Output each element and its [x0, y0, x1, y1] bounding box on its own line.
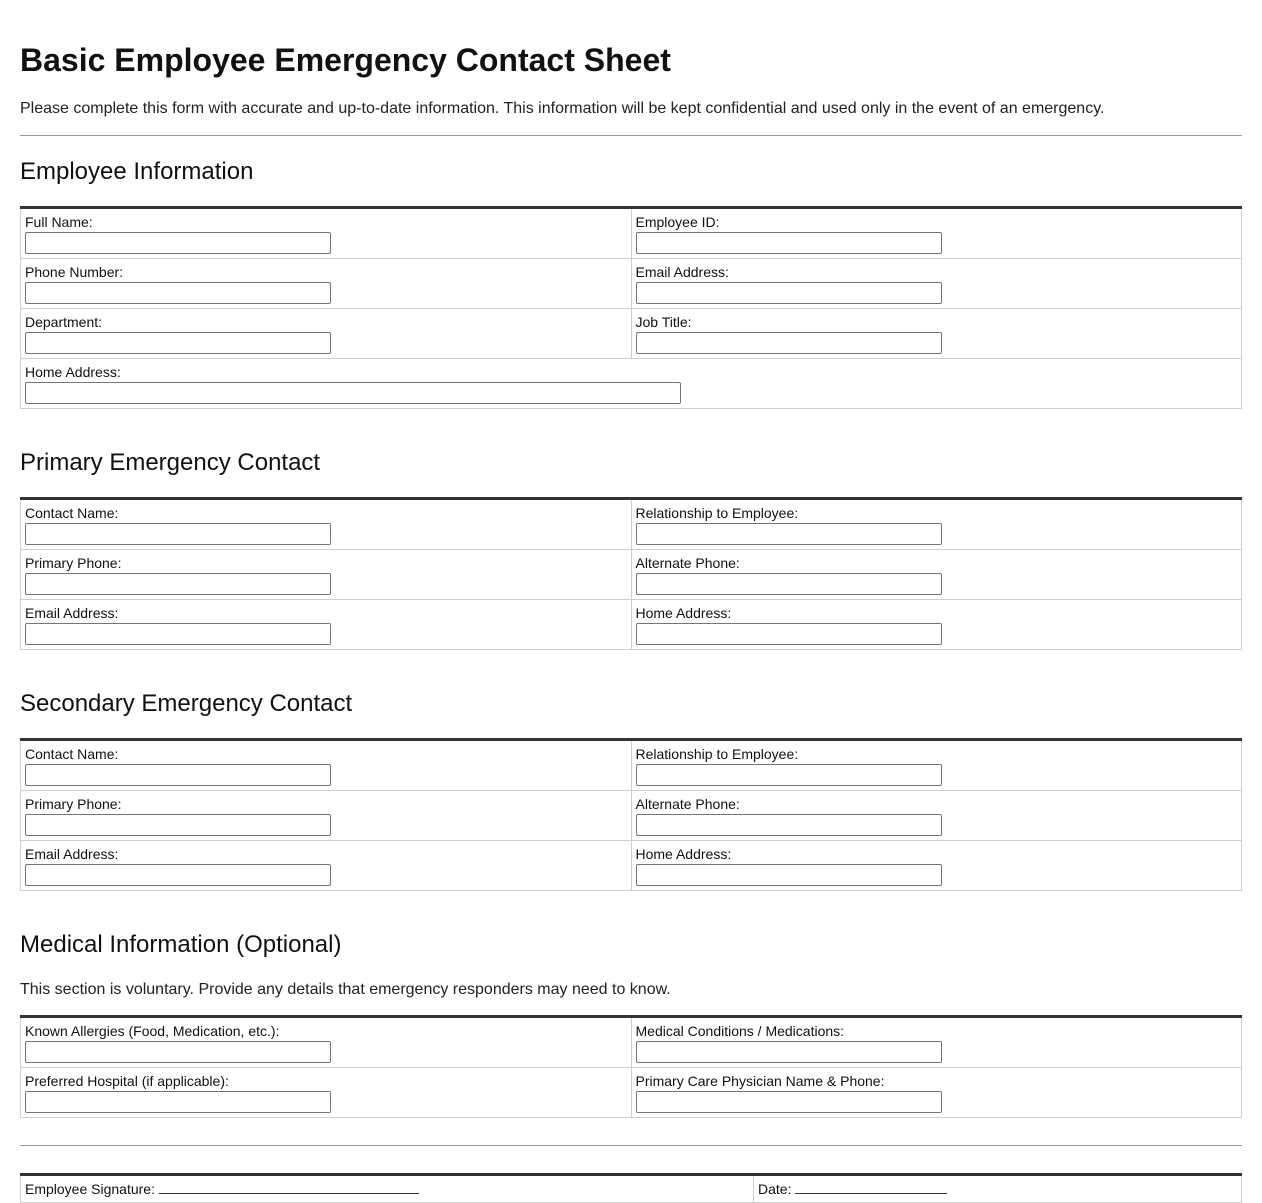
intro-text: Please complete this form with accurate and up-to-date information. This information will be kept confidential and used only in the event of an emergency. — [20, 100, 1105, 117]
field-cell — [21, 309, 632, 359]
field-cell — [631, 309, 1242, 359]
divider — [20, 1145, 1242, 1146]
field-cell — [21, 208, 632, 259]
field-cell — [631, 208, 1242, 259]
job-title-label: Job Title: — [635, 314, 692, 330]
field-cell — [631, 550, 1242, 600]
signature-cell — [21, 1175, 754, 1203]
employee-signature-label: Employee Signature: — [25, 1181, 155, 1197]
field-cell — [631, 841, 1242, 891]
medical-note: This section is voluntary. Provide any details that emergency responders may need to know. — [20, 981, 671, 998]
medical-info-table — [20, 1015, 1242, 1118]
primary-contact-name-input[interactable] — [25, 523, 331, 545]
field-cell — [21, 499, 632, 550]
full-name-input[interactable] — [25, 232, 331, 254]
field-cell — [21, 1017, 632, 1068]
physician-input[interactable] — [636, 1091, 942, 1113]
department-input[interactable] — [25, 332, 331, 354]
date-cell — [754, 1175, 1242, 1203]
signature-table — [20, 1173, 1242, 1203]
field-cell — [631, 740, 1242, 791]
field-cell — [21, 841, 632, 891]
allergies-input[interactable] — [25, 1041, 331, 1063]
field-cell — [631, 1068, 1242, 1118]
medical-conditions-label: Medical Conditions / Medications: — [635, 1023, 845, 1039]
section-heading-primary-contact: Primary Emergency Contact — [20, 449, 321, 476]
field-cell — [631, 791, 1242, 841]
preferred-hospital-label: Preferred Hospital (if applicable): — [25, 1073, 229, 1089]
secondary-alternate-phone-input[interactable] — [636, 814, 942, 836]
job-title-input[interactable] — [636, 332, 942, 354]
field-cell — [21, 1068, 632, 1118]
field-cell — [631, 259, 1242, 309]
primary-contact-name-label: Contact Name: — [25, 505, 119, 521]
preferred-hospital-input[interactable] — [25, 1091, 331, 1113]
secondary-alternate-phone-label: Alternate Phone: — [635, 796, 740, 812]
primary-email-input[interactable] — [25, 623, 331, 645]
email-address-input[interactable] — [636, 282, 942, 304]
primary-email-label: Email Address: — [25, 605, 119, 621]
field-cell — [21, 740, 632, 791]
secondary-relationship-input[interactable] — [636, 764, 942, 786]
secondary-contact-name-input[interactable] — [25, 764, 331, 786]
field-cell — [21, 259, 632, 309]
primary-contact-table — [20, 497, 1242, 650]
field-cell — [631, 600, 1242, 650]
secondary-phone-input[interactable] — [25, 814, 331, 836]
date-line[interactable] — [795, 1181, 947, 1194]
secondary-contact-name-label: Contact Name: — [25, 746, 119, 762]
department-label: Department: — [25, 314, 103, 330]
field-cell — [21, 791, 632, 841]
primary-relationship-label: Relationship to Employee: — [635, 505, 799, 521]
primary-relationship-input[interactable] — [636, 523, 942, 545]
employee-id-label: Employee ID: — [635, 214, 720, 230]
allergies-label: Known Allergies (Food, Medication, etc.): — [25, 1023, 280, 1039]
medical-conditions-input[interactable] — [636, 1041, 942, 1063]
primary-alternate-phone-label: Alternate Phone: — [635, 555, 740, 571]
home-address-label: Home Address: — [25, 364, 121, 380]
secondary-relationship-label: Relationship to Employee: — [635, 746, 799, 762]
section-heading-secondary-contact: Secondary Emergency Contact — [20, 690, 353, 717]
physician-label: Primary Care Physician Name & Phone: — [635, 1073, 885, 1089]
primary-alternate-phone-input[interactable] — [636, 573, 942, 595]
employee-info-table — [20, 206, 1242, 409]
page-title: Basic Employee Emergency Contact Sheet — [20, 42, 671, 78]
field-cell — [21, 600, 632, 650]
field-cell — [631, 499, 1242, 550]
secondary-phone-label: Primary Phone: — [25, 796, 122, 812]
field-cell — [631, 1017, 1242, 1068]
date-label: Date: — [758, 1181, 792, 1197]
employee-id-input[interactable] — [636, 232, 942, 254]
email-address-label: Email Address: — [635, 264, 729, 280]
primary-phone-label: Primary Phone: — [25, 555, 122, 571]
secondary-home-address-label: Home Address: — [635, 846, 732, 862]
section-heading-employee: Employee Information — [20, 158, 254, 185]
phone-number-input[interactable] — [25, 282, 331, 304]
phone-number-label: Phone Number: — [25, 264, 124, 280]
secondary-contact-table — [20, 738, 1242, 891]
section-heading-medical: Medical Information (Optional) — [20, 931, 342, 958]
home-address-input[interactable] — [25, 382, 681, 404]
divider — [20, 135, 1242, 136]
signature-line[interactable] — [159, 1181, 419, 1194]
secondary-email-input[interactable] — [25, 864, 331, 886]
field-cell — [21, 359, 1242, 409]
secondary-home-address-input[interactable] — [636, 864, 942, 886]
full-name-label: Full Name: — [25, 214, 93, 230]
primary-home-address-input[interactable] — [636, 623, 942, 645]
field-cell — [21, 550, 632, 600]
secondary-email-label: Email Address: — [25, 846, 119, 862]
primary-home-address-label: Home Address: — [635, 605, 732, 621]
primary-phone-input[interactable] — [25, 573, 331, 595]
